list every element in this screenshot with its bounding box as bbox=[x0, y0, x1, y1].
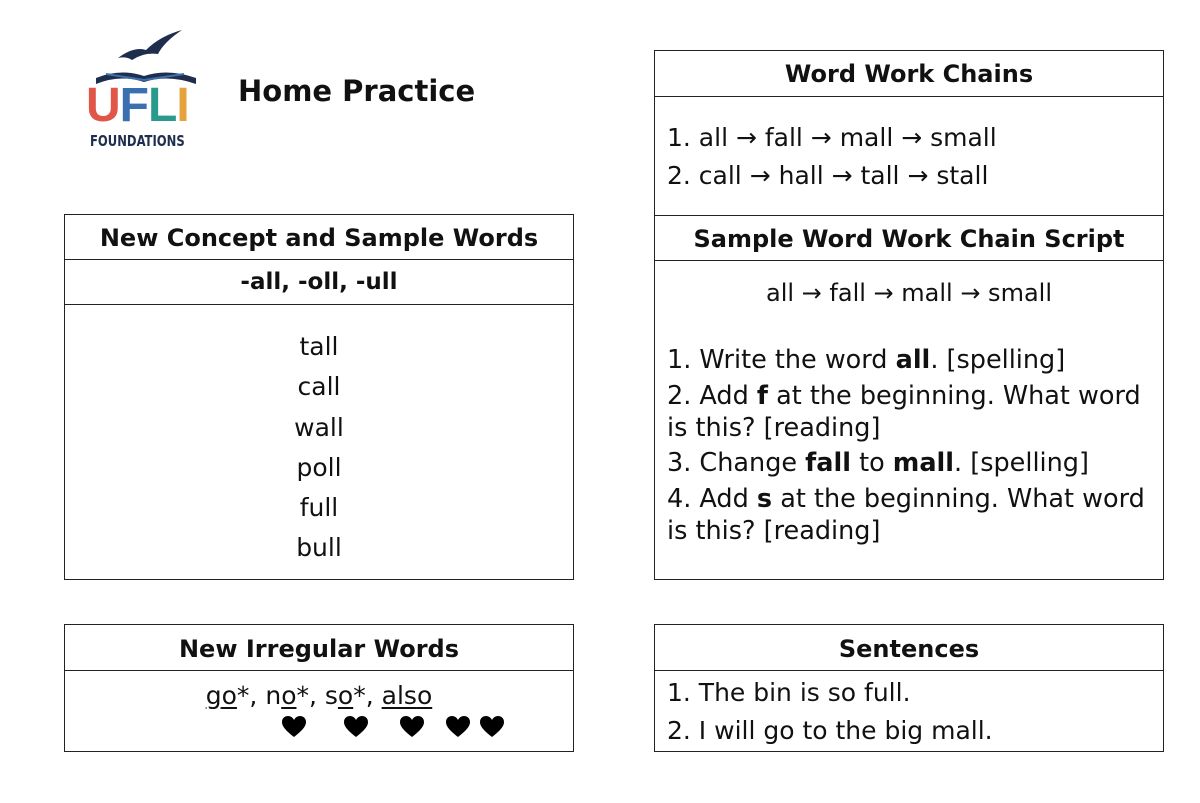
script-step-4: 4. Add s at the beginning. What word is this? [reading] bbox=[667, 484, 1145, 546]
word-work-chains-header: Word Work Chains bbox=[655, 51, 1163, 97]
page-title: Home Practice bbox=[238, 74, 476, 108]
sentences-box bbox=[654, 624, 1164, 752]
sample-word: wall bbox=[294, 412, 344, 442]
sentence-item: 1. The bin is so full. bbox=[667, 678, 911, 707]
logo-letter-l: L bbox=[148, 79, 177, 132]
irregular-words-header: New Irregular Words bbox=[65, 625, 573, 671]
chain-list bbox=[655, 97, 1163, 215]
chain-item: 1. all → fall → mall → small bbox=[667, 123, 997, 152]
irregular-words-box bbox=[64, 624, 574, 752]
irregular-word-go: go* bbox=[205, 681, 250, 710]
new-concept-box bbox=[64, 214, 574, 580]
sample-word: call bbox=[297, 372, 341, 402]
heart-icon bbox=[281, 715, 307, 739]
logo-letter-i: I bbox=[176, 79, 189, 132]
heart-icon bbox=[479, 715, 505, 739]
logo-wordmark bbox=[86, 79, 206, 132]
sample-word-list bbox=[65, 305, 573, 569]
script-header: Sample Word Work Chain Script bbox=[655, 215, 1163, 261]
logo-subtitle: FOUNDATIONS bbox=[90, 132, 185, 150]
heart-markers bbox=[65, 715, 573, 741]
word-work-chains-box bbox=[654, 50, 1164, 580]
irregular-word-no: no* bbox=[265, 681, 309, 710]
irregular-word-so: so* bbox=[324, 681, 366, 710]
sample-word: bull bbox=[296, 533, 342, 563]
script-step-3: 3. Change fall to mall. [spelling] bbox=[667, 448, 1089, 478]
irregular-word-also: also bbox=[381, 681, 433, 710]
sample-word: full bbox=[299, 493, 339, 523]
script-step-1: 1. Write the word all. [spelling] bbox=[667, 345, 1066, 375]
concept-pattern: -all, -oll, -ull bbox=[65, 260, 573, 305]
ufli-logo bbox=[86, 28, 206, 152]
sample-word: poll bbox=[296, 452, 342, 482]
new-concept-header: New Concept and Sample Words bbox=[65, 215, 573, 260]
logo-letter-f: F bbox=[119, 79, 148, 132]
heart-icon bbox=[343, 715, 369, 739]
script-chain: all → fall → mall → small bbox=[766, 279, 1052, 307]
heart-icon bbox=[399, 715, 425, 739]
script-steps bbox=[655, 307, 1163, 547]
heart-icon bbox=[445, 715, 471, 739]
sample-word: tall bbox=[299, 332, 339, 361]
irregular-word-list: go*, no*, so*, also bbox=[65, 671, 573, 710]
logo-letter-u: U bbox=[86, 79, 120, 132]
sentence-item: 2. I will go to the big mall. bbox=[667, 716, 993, 745]
sentences-header: Sentences bbox=[655, 625, 1163, 671]
chain-item: 2. call → hall → tall → stall bbox=[667, 161, 989, 190]
sentence-list bbox=[655, 671, 1163, 750]
script-step-2: 2. Add f at the beginning. What word is this? [reading] bbox=[667, 381, 1141, 443]
